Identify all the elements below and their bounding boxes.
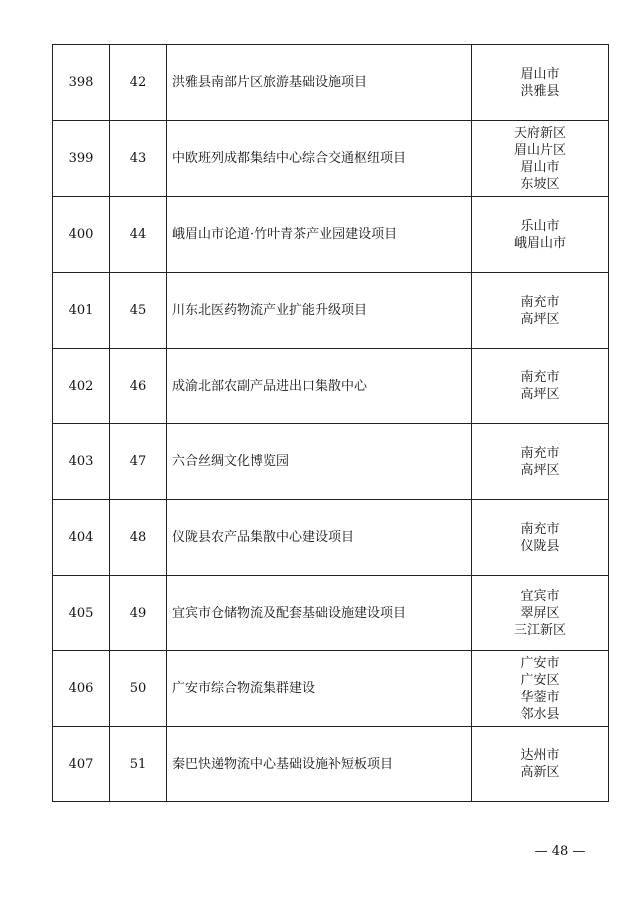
project-location: [472, 576, 609, 651]
row-sub-number: 43: [110, 121, 167, 197]
row-serial-number: 403: [53, 424, 110, 500]
row-sub-number: 46: [110, 349, 167, 424]
location-line: 广安市: [520, 655, 560, 671]
location-line: 三江新区: [513, 622, 566, 638]
location-line: 高坪区: [520, 462, 560, 478]
location-line: 达州市: [520, 748, 560, 763]
project-name: 六合丝绸文化博览园: [167, 424, 472, 500]
table-row: [53, 349, 609, 424]
location-line: 南充市: [520, 294, 560, 310]
row-sub-number: 45: [110, 273, 167, 349]
table-row: [53, 727, 609, 802]
location-line: 华蓥市: [520, 689, 560, 705]
location-line: 峨眉山市: [513, 235, 566, 251]
location-line: 高新区: [520, 765, 560, 780]
table-row: [53, 651, 609, 727]
project-location: [472, 424, 609, 500]
row-sub-number: 42: [110, 45, 167, 121]
row-sub-number: 50: [110, 651, 167, 727]
row-serial-number: 401: [53, 273, 110, 349]
table-row: [53, 121, 609, 197]
project-name: 川东北医药物流产业扩能升级项目: [167, 273, 472, 349]
row-sub-number: 47: [110, 424, 167, 500]
project-name: 秦巴快递物流中心基础设施补短板项目: [167, 727, 472, 802]
table-row: [53, 500, 609, 576]
location-line: 眉山市: [520, 159, 560, 175]
project-location: [472, 197, 609, 273]
location-line: 眉山市: [520, 66, 560, 82]
row-serial-number: 398: [53, 45, 110, 121]
project-name: 洪雅县南部片区旅游基础设施项目: [167, 45, 472, 121]
table-body: [53, 45, 609, 802]
table-row: [53, 424, 609, 500]
location-line: 宜宾市: [520, 588, 560, 604]
project-location: [472, 45, 609, 121]
project-location: [472, 651, 609, 727]
row-sub-number: 51: [110, 727, 167, 802]
location-line: 南充市: [520, 370, 560, 385]
project-name: 广安市综合物流集群建设: [167, 651, 472, 727]
row-serial-number: 405: [53, 576, 110, 651]
location-line: 邻水县: [520, 706, 560, 722]
project-name: 仪陇县农产品集散中心建设项目: [167, 500, 472, 576]
project-table: [52, 44, 609, 802]
table-row: [53, 197, 609, 273]
row-serial-number: 404: [53, 500, 110, 576]
row-serial-number: 400: [53, 197, 110, 273]
page-number: — 48 —: [534, 844, 586, 859]
location-line: 乐山市: [520, 218, 560, 234]
row-serial-number: 407: [53, 727, 110, 802]
project-name: 中欧班列成都集结中心综合交通枢纽项目: [167, 121, 472, 197]
project-name: 峨眉山市论道·竹叶青茶产业园建设项目: [167, 197, 472, 273]
row-sub-number: 44: [110, 197, 167, 273]
row-serial-number: 406: [53, 651, 110, 727]
project-name: 成渝北部农副产品进出口集散中心: [167, 349, 472, 424]
table-row: [53, 576, 609, 651]
location-line: 眉山片区: [513, 142, 566, 158]
location-line: 广安区: [520, 672, 560, 688]
location-line: 洪雅县: [520, 83, 560, 99]
row-sub-number: 49: [110, 576, 167, 651]
location-line: 仪陇县: [520, 538, 560, 554]
location-line: 高坪区: [520, 387, 560, 402]
location-line: 南充市: [520, 445, 560, 461]
row-sub-number: 48: [110, 500, 167, 576]
project-location: [472, 349, 609, 424]
project-location: [472, 727, 609, 802]
project-location: [472, 121, 609, 197]
row-serial-number: 402: [53, 349, 110, 424]
table-row: [53, 273, 609, 349]
location-line: 东坡区: [520, 176, 560, 192]
table-row: [53, 45, 609, 121]
location-line: 高坪区: [520, 311, 560, 327]
location-line: 南充市: [520, 521, 560, 537]
project-location: [472, 273, 609, 349]
location-line: 翠屏区: [520, 605, 560, 621]
location-line: 天府新区: [513, 125, 566, 141]
project-location: [472, 500, 609, 576]
project-name: 宜宾市仓储物流及配套基础设施建设项目: [167, 576, 472, 651]
row-serial-number: 399: [53, 121, 110, 197]
